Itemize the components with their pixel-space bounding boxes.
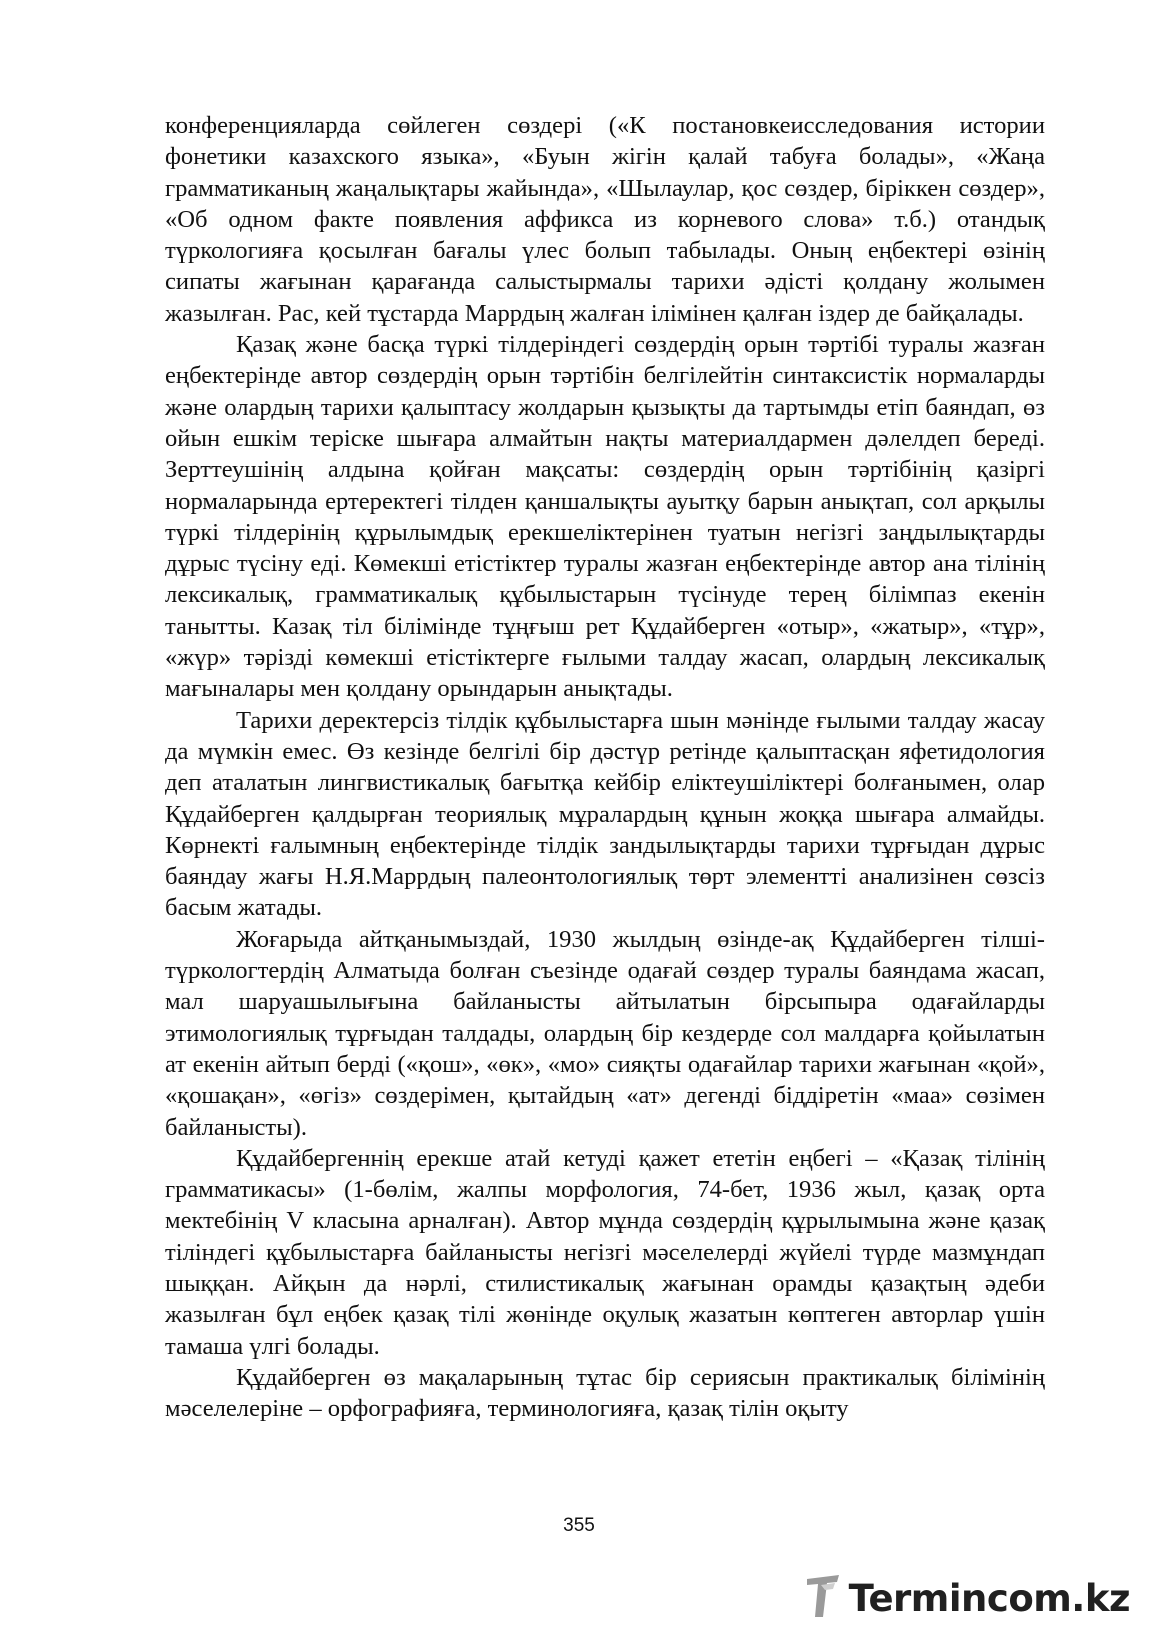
paragraph-5: Құдайбергеннің ерекше атай кетуді қажет ететін еңбегі – «Қазақ тілінің грамматикасы» (1-бөлім, жалпы морфология, 74-бет, 1936 жыл, қазақ орта мектебінің V класына арналған). Автор мұнда сөздердің құрылымына және қазақ тіліндегі құбылыстарға байланысты негізгі мәселелерді жүйелі түрде мазмұндап шыққан. Айқын да нәрлі, стилистикалық жағынан орамды қазақтың әдеби жазылған бұл еңбек қазақ тілі жөнінде оқулық жазатын көптеген авторлар үшін тамаша үлгі болады.	[165, 1144, 1045, 1360]
paragraph-2: Қазақ және басқа түркі тілдеріндегі сөздердің орын тәртібі туралы жазған еңбектерінде автор сөздердің орын тәртібін белгілейтін синтаксистік нормаларды және олардың тарихи қалыптасу жолдарын қызықты да тартымды етіп баяндап, өз ойын ешкім теріске шығара алмайтын нақты материалдармен дәлелдеп береді. Зерттеушінің алдына қойған мақсаты: сөздердің орын тәртібінің қазіргі нормаларында ертеректегі тілден қаншалықты ауытқу барын анықтап, сол арқылы түркі тілдерінің құрылымдық ерекшеліктерінен туатын негізгі заңдылықтарды дұрыс түсіну еді. Көмекші етістіктер туралы жазған еңбектерінде автор ана тілінің лексикалық, грамматикалық құбылыстарын түсінуде терең білімпаз екенін танытты. Казақ тіл білімінде тұңғыш рет Құдайберген «отыр», «жатыр», «тұр», «жүр» тәрізді көмекші етістіктерге ғылыми талдау жасап, олардың лексикалық мағыналары мен қолдану орындарын анықтады.	[165, 331, 1045, 703]
paragraph-1: конференцияларда сөйлеген сөздері («К постановкеисследования истории фонетики казахского языка», «Буын жігін қалай табуға болады», «Жаңа грамматиканың жаңалықтары жайында», «Шылаулар, қос сөздер, біріккен сөздер», «Об одном факте появления аффикса из корневого слова» т.б.) отандық түркологияға қосылған бағалы үлес болып табылады. Оның еңбектері өзінің сипаты жағынан қарағанда салыстырмалы тарихи әдісті қолдану жолымен жазылған. Рас, кей тұстарда Маррдың жалған ілімінен қалған іздер де байқалады.	[165, 112, 1045, 327]
termincom-logo-icon	[805, 1573, 849, 1619]
page-number: 355	[563, 1515, 595, 1536]
body-text	[165, 110, 1045, 1424]
paragraph-4: Жоғарыда айтқанымыздай, 1930 жылдың өзінде-ақ Құдайберген тілші-түркологтердің Алматыда болған съезінде одағай сөздер туралы баяндама жасап, мал шаруашылығына байланысты айтылатын бірсыпыра одағайларды этимологиялық тұрғыдан талдады, олардың бір кездерде сол малдарға қойылатын ат екенін айтып берді («қош», «өк», «мо» сияқты одағайлар тарихи жағынан «қой», «қошақан», «өгіз» сөздерімен, қытайдың «ат» дегенді біддіретін «маа» сөзімен байланысты).	[165, 925, 1045, 1141]
watermark-text: Termincom.kz	[848, 1577, 1130, 1620]
paragraph-3: Тарихи деректерсіз тілдік құбылыстарға шын мәнінде ғылыми талдау жасау да мүмкін емес. Өз кезінде белгілі бір дәстүр ретінде қалыптасқан яфетидология деп аталатын лингвистикалық бағытқа кейбір еліктеушіліктері болғанымен, олар Құдайберген қалдырған теориялық мұралардың құнын жоққа шығара алмайды. Көрнекті ғалымның еңбектерінде тілдік зандылықтарды тарихи тұрғыдан дұрыс баяндау жағы Н.Я.Маррдың палеонтологиялық төрт элементті анализінен сөзсіз басым жатады.	[165, 706, 1045, 922]
paragraph-6: Құдайберген өз мақаларының тұтас бір сериясын практикалық білімінің мәселелеріне – орфографияға, терминологияға, қазақ тілін оқыту	[165, 1363, 1045, 1423]
watermark	[805, 1567, 1130, 1619]
